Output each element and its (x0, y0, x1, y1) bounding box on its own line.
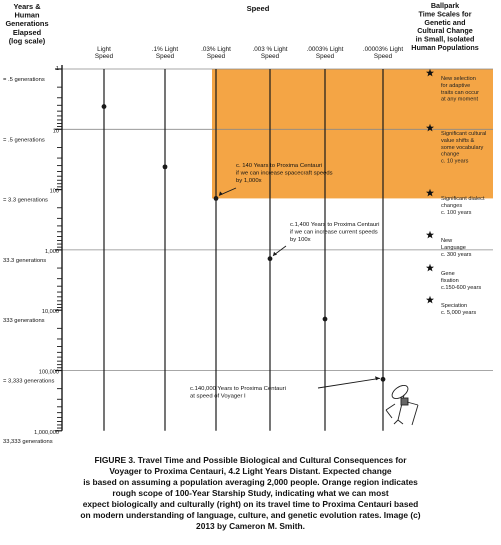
callout-text: at speed of Voyager I (190, 393, 246, 400)
star-icon (426, 231, 434, 239)
event-text: Speciation (441, 303, 468, 309)
callout-text: c.140,000 Years to Proxima Centauri (190, 386, 286, 392)
y-axis-title: Human (14, 10, 40, 20)
event-text: New (441, 238, 453, 244)
chart-title: Speed (246, 4, 270, 13)
generation-label: = 3,333 generations (3, 378, 55, 385)
event-text: Significant dialect (441, 196, 485, 202)
generation-label: 333 generations (3, 318, 45, 325)
right-title: Time Scales for (418, 9, 472, 19)
star-icon (426, 264, 434, 272)
event-text: Language (441, 244, 466, 251)
speed-column-label: Speed (206, 53, 226, 61)
callout-text: by 100x (290, 236, 311, 243)
event-text: changes (441, 202, 463, 209)
travel-time-point (268, 256, 273, 261)
caption-line: rough scope of 100-Year Starship Study, indicating what we can most (112, 488, 389, 498)
speed-column-label: .00003% Light (362, 46, 404, 53)
callout-arrowhead (375, 376, 380, 380)
callout-arrow (318, 378, 380, 388)
y-tick-label: 1 (55, 66, 59, 72)
event-text: fixation (441, 277, 459, 284)
right-title: Ballpark (430, 1, 460, 10)
travel-time-point (381, 377, 386, 382)
y-axis-title: Elapsed (12, 27, 42, 37)
callout-text: c. 140 Years to Proxima Centauri (236, 163, 323, 169)
event-text: change (441, 151, 460, 158)
y-tick-label: 10,000 (41, 309, 59, 316)
speed-column-label: .1% Light (151, 46, 179, 53)
y-tick-label: 100,000 (38, 369, 59, 376)
right-title: in Small, Isolated (415, 34, 475, 44)
speed-column-label: .0003% Light (306, 46, 344, 53)
star-icon (426, 296, 434, 304)
callout-text: by 1,000x (236, 177, 262, 184)
caption-line: Voyager to Proxima Centauri, 4.2 Light Years Distant. Expected change (109, 466, 392, 476)
event-text: c. 100 years (441, 209, 472, 216)
event-text: Significant cultural (441, 131, 487, 137)
generation-label: = .5 generations (3, 77, 45, 83)
caption-line: 2013 by Cameron M. Smith. (196, 521, 305, 531)
y-axis-title: Years & (13, 2, 41, 11)
speed-column-label: .003 % Light (252, 46, 288, 53)
event-text: at any moment (441, 96, 478, 103)
figure-caption (20, 455, 481, 532)
caption-line: expect biologically and culturally (right) on its travel time to Proxima Centauri based (82, 499, 419, 509)
speed-column-label: Speed (260, 53, 280, 61)
speed-column-label: .03% Light (201, 46, 231, 53)
y-tick-label: 10 (52, 128, 59, 135)
speed-column-label: Light (97, 46, 111, 53)
generation-label: 33,333 generations (3, 438, 53, 445)
generation-label: 33.3 generations (3, 257, 47, 264)
event-text: c. 5,000 years (441, 309, 477, 316)
event-text: value shifts & (441, 137, 475, 144)
right-title: Genetic and (424, 17, 466, 27)
event-text: New selection (441, 76, 476, 82)
y-tick-label: 1,000 (45, 248, 59, 255)
voyager-probe-icon (386, 383, 418, 425)
caption-line: on modern understanding of language, culture, and genetic evolution rates. Image (c) (80, 510, 421, 520)
caption-line: FIGURE 3. Travel Time and Possible Biological and Cultural Consequences for (94, 455, 407, 465)
callout-text: if we can increase current speeds (290, 229, 378, 236)
speed-column-label: Speed (315, 53, 335, 61)
y-tick-label: 1,000,000 (34, 429, 59, 436)
y-axis-title: Generations (5, 19, 49, 29)
travel-time-point (214, 196, 219, 201)
travel-time-point (323, 317, 328, 322)
caption-line: is based on assuming a population averaging 2,000 people. Orange region indicates (83, 477, 418, 487)
travel-time-point (102, 104, 107, 109)
callout-text: c.1,400 Years to Proxima Centauri (290, 222, 380, 228)
event-text: some vocabulary (441, 144, 484, 151)
callout-text: if we can increase spacecraft speeds (236, 170, 333, 177)
event-text: traits can occur (441, 89, 479, 96)
speed-column-label: Speed (155, 53, 175, 61)
right-title: Human Populations (411, 43, 479, 52)
generation-label: = .5 generations (3, 137, 45, 144)
y-axis-title: (log scale) (8, 36, 46, 46)
right-title: Cultural Change (417, 26, 473, 36)
travel-time-point (163, 164, 168, 169)
event-text: Gene (441, 271, 455, 277)
event-text: c. 10 years (441, 158, 469, 165)
generation-label: = 3.3 generations (3, 197, 48, 204)
speed-column-label: Speed (373, 53, 393, 61)
y-tick-label: 100 (49, 188, 59, 195)
event-text: c. 300 years (441, 251, 472, 258)
event-text: for adaptive (441, 82, 471, 89)
speed-column-label: Speed (94, 53, 114, 61)
event-text: c.150-600 years (441, 284, 482, 291)
